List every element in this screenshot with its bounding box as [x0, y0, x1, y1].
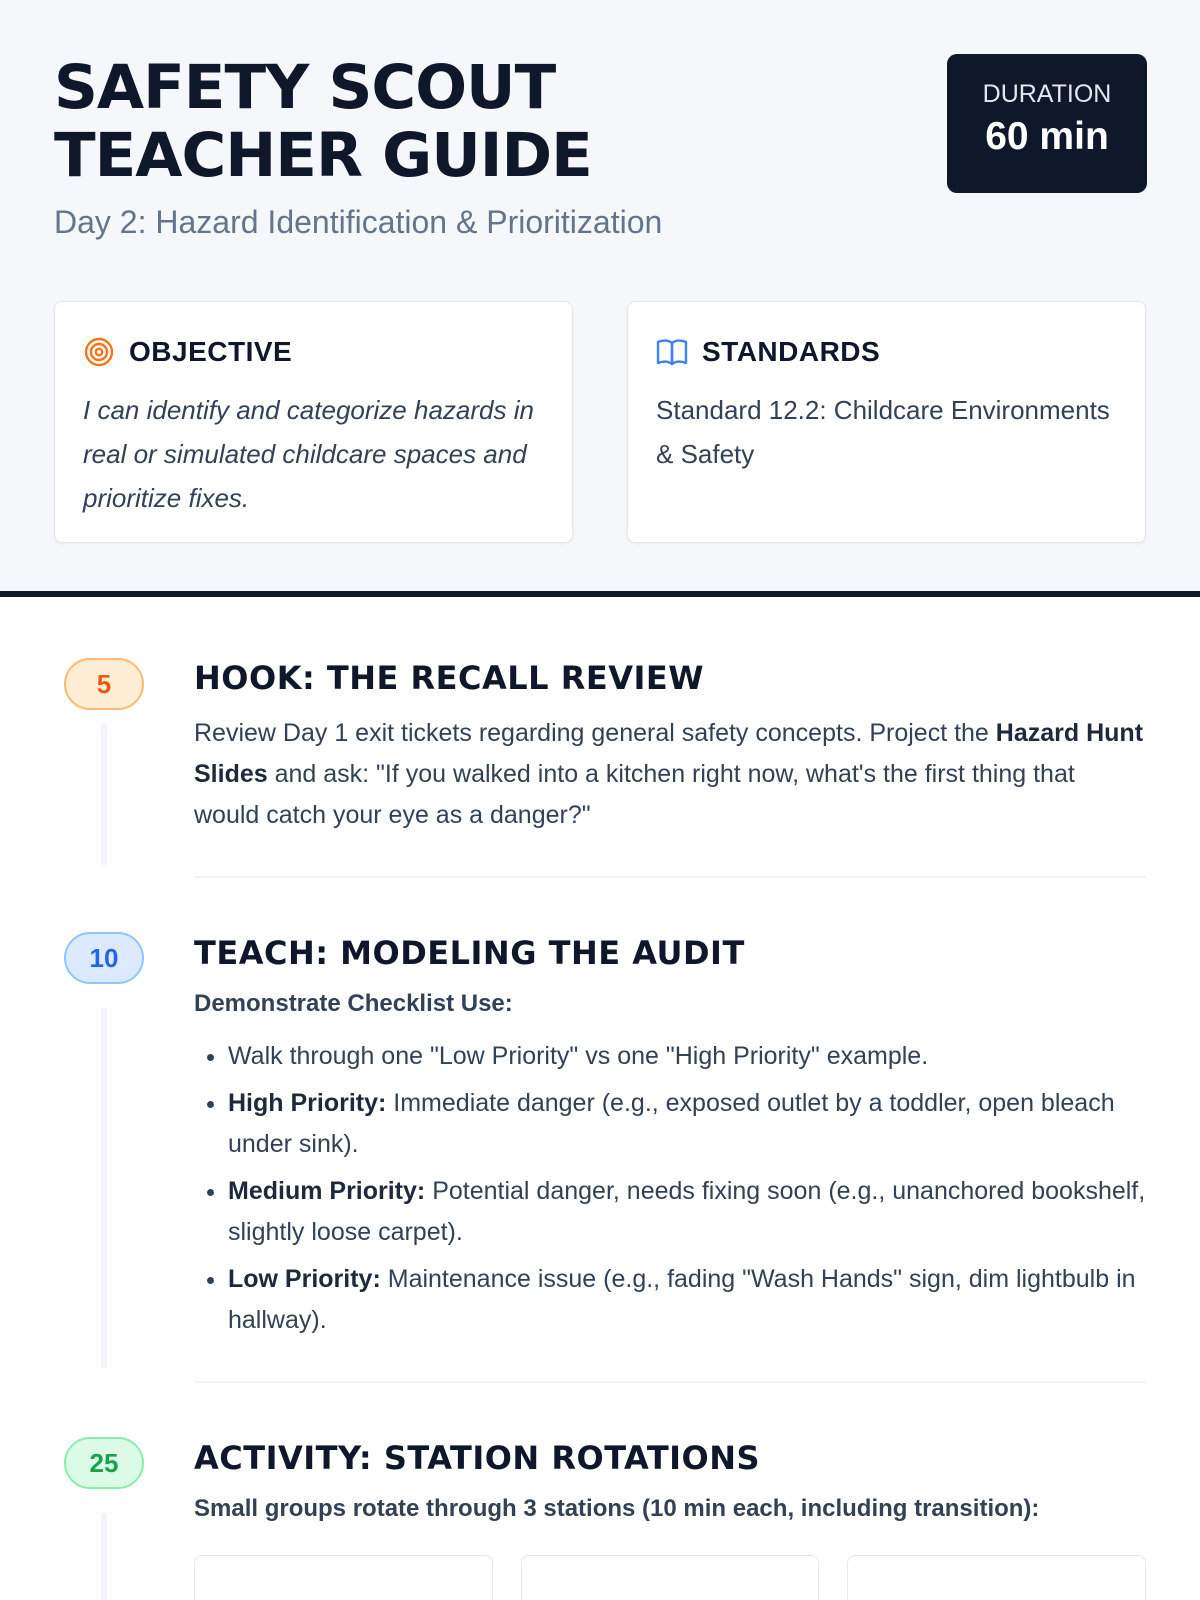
list-item: • Walk through one "Low Priority" vs one "High Priority" example. — [228, 1036, 1146, 1077]
lesson-timeline — [0, 597, 1200, 1600]
objective-text: I can identify and categorize hazards in real or simulated childcare spaces and prioritize fixes. — [83, 395, 534, 513]
standards-heading: STANDARDS — [702, 336, 881, 367]
station-card — [521, 1555, 820, 1600]
duration-badge — [947, 54, 1147, 193]
teach-subheading: Demonstrate Checklist Use: — [194, 990, 513, 1017]
teach-title: TEACH: MODELING THE AUDIT — [194, 934, 745, 972]
target-icon — [83, 336, 115, 368]
activity-minutes-badge: 25 — [64, 1437, 144, 1489]
hook-minutes-badge: 5 — [64, 658, 144, 710]
station-card — [194, 1555, 493, 1600]
hook-section — [54, 597, 1146, 878]
list-item: • Medium Priority: Potential danger, needs fixing soon (e.g., unanchored bookshelf, slightly loose carpet). — [228, 1171, 1146, 1253]
guide-header — [0, 0, 1200, 597]
standards-card — [627, 301, 1146, 543]
teach-section — [54, 878, 1146, 1383]
book-icon — [656, 336, 688, 368]
objective-card — [54, 301, 573, 543]
activity-title: ACTIVITY: STATION ROTATIONS — [194, 1439, 761, 1477]
objective-heading: OBJECTIVE — [129, 336, 293, 367]
station-cards — [194, 1555, 1146, 1600]
page-title: SAFETY SCOUT TEACHER GUIDE — [54, 52, 592, 191]
list-item: • High Priority: Immediate danger (e.g., exposed outlet by a toddler, open bleach under sink). — [228, 1083, 1146, 1165]
page-subtitle: Day 2: Hazard Identification & Prioritization — [54, 204, 663, 240]
list-item: • Low Priority: Maintenance issue (e.g., fading "Wash Hands" sign, dim lightbulb in hallway). — [228, 1259, 1146, 1341]
duration-label: DURATION — [982, 80, 1112, 108]
hook-text: Review Day 1 exit tickets regarding general safety concepts. Project the Hazard Hunt Slides and ask: "If you walked into a kitchen right now, what's the first thing that would catch your eye as a danger?" — [194, 719, 1144, 829]
teach-minutes-badge: 10 — [64, 932, 144, 984]
station-card — [847, 1555, 1146, 1600]
hook-title: HOOK: THE RECALL REVIEW — [194, 659, 705, 697]
activity-section — [54, 1383, 1146, 1600]
priority-list — [228, 1036, 1146, 1341]
activity-subheading: Small groups rotate through 3 stations (10 min each, including transition): — [194, 1495, 1040, 1522]
duration-value: 60 min — [985, 115, 1109, 158]
hazard-hunt-slides: Hazard Hunt Slides — [194, 719, 1144, 788]
standards-text: Standard 12.2: Childcare Environments & Safety — [656, 395, 1110, 469]
